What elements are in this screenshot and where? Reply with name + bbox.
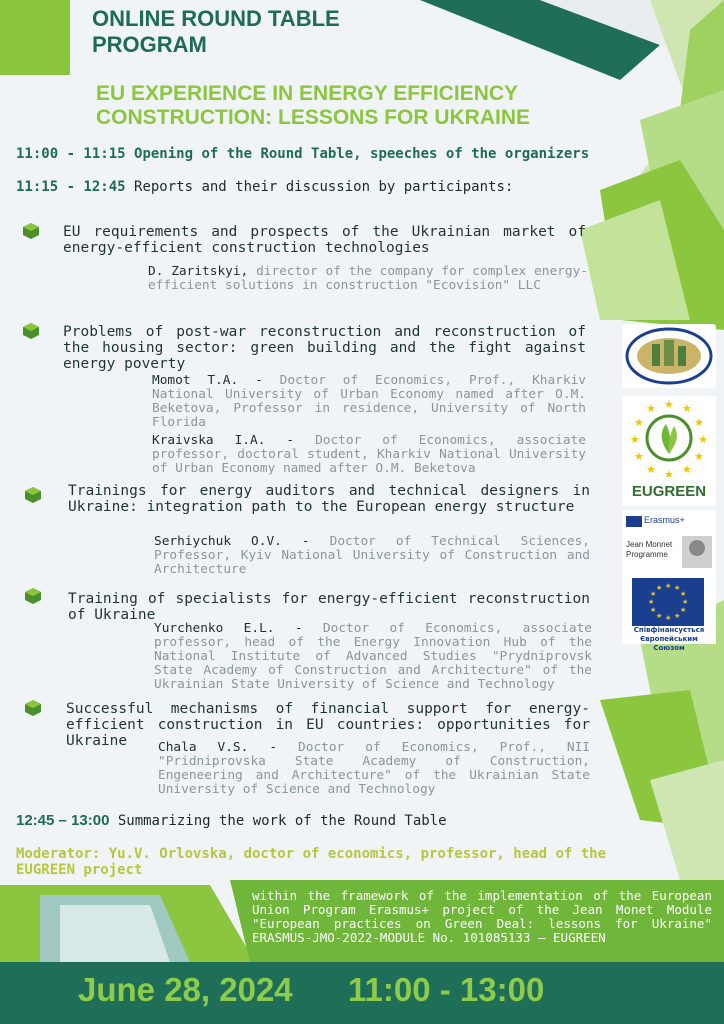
speaker-name: Yurchenko E.L. -: [154, 621, 303, 636]
topic-3-speaker-1: [154, 535, 590, 577]
cube-bullet-icon: [24, 699, 42, 717]
svg-text:★: ★: [646, 402, 656, 415]
closing-time: 12:45 – 13:00: [16, 812, 110, 829]
speaker-name: Serhiychuk O.V. -: [154, 534, 310, 549]
svg-text:★: ★: [650, 606, 657, 614]
speaker-name: Chala V.S. -: [158, 740, 278, 755]
speaker-details: Doctor of Economics, associate professor, doctoral student, Kharkiv National University of Urban Economy named after O.M. Beketova: [152, 433, 586, 476]
svg-text:★: ★: [665, 582, 672, 590]
schedule-reports: [16, 180, 608, 195]
opening-time: 11:00 - 11:15: [16, 146, 126, 162]
svg-text:★: ★: [665, 614, 672, 622]
svg-text:★: ★: [648, 598, 655, 606]
event-time: 11:00 - 13:00: [348, 971, 545, 1008]
topic-3-title: Trainings for energy auditors and technical designers in Ukraine: integration path to the European energy structure: [68, 483, 590, 515]
topic-1-speaker-1: [148, 265, 588, 293]
cube-bullet-icon: [24, 587, 42, 605]
topic-2-title: Problems of post-war reconstruction and reconstruction of the housing sector: green building and the fight against energy poverty: [63, 324, 586, 372]
svg-text:★: ★: [650, 590, 657, 598]
svg-text:★: ★: [634, 416, 644, 429]
speaker-name: Kraivska I.A. -: [152, 433, 295, 448]
svg-text:★: ★: [682, 598, 689, 606]
svg-text:★: ★: [682, 402, 692, 415]
topic-2-speaker-1: [152, 374, 586, 430]
opening-text: Opening of the Round Table, speeches of the organizers: [134, 146, 590, 162]
speaker-details: Doctor of Economics, Prof., NII "Pridniprovska State Academy of Construction, Engeneering and Architecture" of the Ukrainian State University of Science and Technology: [158, 740, 591, 797]
svg-text:★: ★: [694, 416, 704, 429]
academy-logo: [622, 324, 716, 388]
topic-4-speaker-1: [154, 622, 592, 692]
page-title: ONLINE ROUND TABLE PROGRAM: [92, 6, 340, 57]
speaker-details: director of the company for complex energy-efficient solutions in construction "Ecovision" LLC: [148, 264, 588, 293]
speaker-details: Doctor of Economics, Prof., Kharkiv National University of Urban Economy named after O.M. Beketova, Professor in residence, University of North Florida: [152, 373, 586, 430]
topic-5-speaker-1: [158, 741, 590, 797]
svg-text:★: ★: [664, 468, 674, 481]
svg-text:★: ★: [674, 612, 681, 620]
topic-1-title: EU requirements and prospects of the Ukrainian market of energy-efficient construction technologies: [63, 224, 586, 256]
cofunded-label: Співфінансується Європейським Союзом: [633, 626, 705, 652]
reports-time: 11:15 - 12:45: [16, 179, 126, 195]
speaker-name: Momot T.A. -: [152, 373, 263, 388]
svg-text:★: ★: [634, 450, 644, 463]
schedule-closing: [16, 813, 608, 829]
svg-text:★: ★: [656, 612, 663, 620]
framework-note: within the framework of the implementation of the European Union Program Erasmus+ project of the Jean Monet Module "European practices on Green Deal: lessons for Ukraine" ERASMUS-JMO-2022-MODULE No. 101085133 – EUGREEN: [252, 888, 712, 945]
svg-text:★: ★: [694, 450, 704, 463]
erasmus-label: Erasmus+: [644, 515, 685, 525]
reports-text: Reports and their discussion by participants:: [134, 179, 514, 195]
moderator-info: Moderator: Yu.V. Orlovska, doctor of economics, professor, head of the EUGREEN project: [16, 846, 607, 878]
svg-text:★: ★: [682, 463, 692, 476]
svg-text:★: ★: [680, 606, 687, 614]
svg-text:★: ★: [680, 590, 687, 598]
svg-text:★: ★: [646, 463, 656, 476]
topic-5-title: Successful mechanisms of financial support for energy-efficient construction in EU countries: opportunities for Ukraine: [66, 701, 590, 749]
svg-text:★: ★: [630, 433, 640, 446]
svg-text:★: ★: [664, 398, 674, 411]
cube-bullet-icon: [22, 222, 40, 240]
cube-bullet-icon: [24, 486, 42, 504]
svg-text:★: ★: [656, 584, 663, 592]
svg-text:★: ★: [698, 433, 708, 446]
speaker-details: Doctor of Economics, associate professor, head of the Energy Innovation Hub of the National Institute of Advanced Studies "Prydniprovsk State Academy of Construction and Architecture" of the Ukrainian State University of Science and Technology: [154, 621, 592, 692]
svg-text:★: ★: [674, 584, 681, 592]
erasmus-jean-monnet-logos: [622, 510, 716, 644]
event-subtitle: EU EXPERIENCE IN ENERGY EFFICIENCY CONSTRUCTION: LESSONS FOR UKRAINE: [96, 82, 531, 129]
jean-monnet-label: Jean Monnet Programme: [626, 540, 673, 559]
topic-4-title: Training of specialists for energy-efficient reconstruction of Ukraine: [68, 591, 590, 623]
closing-text: Summarizing the work of the Round Table: [117, 813, 447, 829]
speaker-details: Doctor of Technical Sciences, Professor, Kyiv National University of Construction and Architecture: [154, 534, 590, 577]
schedule-opening: [16, 147, 608, 162]
speaker-name: D. Zaritskyi,: [148, 264, 249, 279]
topic-2-speaker-2: [152, 434, 586, 476]
event-date: June 28, 2024: [78, 971, 293, 1008]
cube-bullet-icon: [22, 322, 40, 340]
eugreen-label: EUGREEN: [631, 483, 707, 500]
